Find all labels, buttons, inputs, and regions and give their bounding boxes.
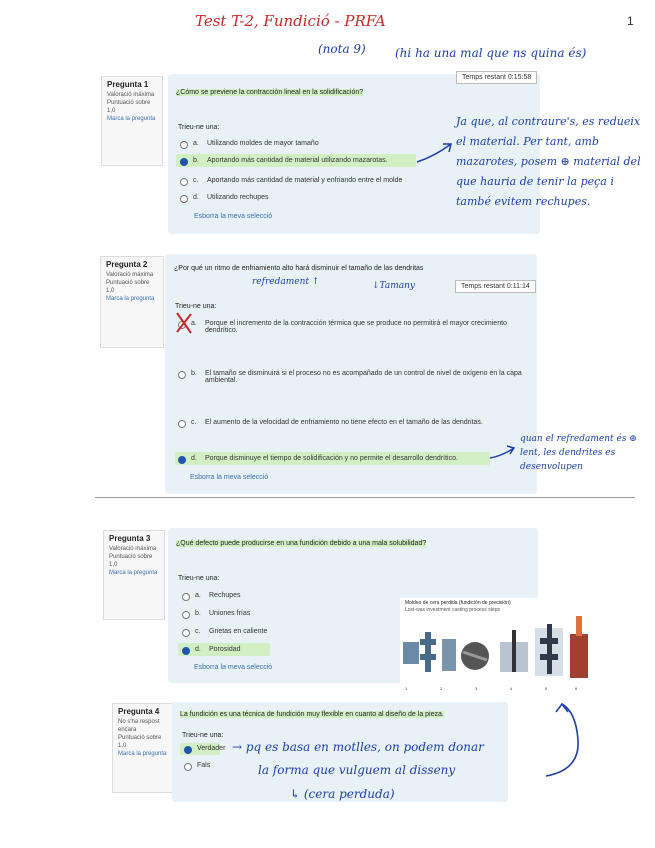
score-value: 1,0 bbox=[106, 288, 115, 294]
score-value: 1,0 bbox=[118, 743, 127, 749]
figure-caption: Moldeo de cera perdida (fundición de precisión) bbox=[405, 600, 511, 606]
question-number: Pregunta 4 bbox=[118, 707, 160, 716]
choose-label: Trieu-ne una: bbox=[178, 124, 220, 131]
clear-selection-link[interactable]: Esborra la meva selecció bbox=[194, 664, 273, 671]
radio-button[interactable] bbox=[182, 629, 190, 637]
flag-question-link[interactable]: Marca la pregunta bbox=[107, 116, 156, 122]
question-info-2 bbox=[100, 256, 164, 348]
timer: Temps restant 0:15:58 bbox=[456, 71, 537, 84]
answer-option-b[interactable]: b. El tamaño se disminuirá si el proceso no es acompañado de un control de nivel de oxígeno en la capa ambiental. bbox=[178, 370, 523, 384]
answer-option-false[interactable]: Fals bbox=[184, 762, 210, 771]
page-number: 1 bbox=[627, 14, 634, 28]
question-text: ¿Cómo se previene la contracción lineal en la solidificación? bbox=[176, 89, 364, 96]
casting-steps-illustration bbox=[400, 614, 592, 709]
question-number: Pregunta 3 bbox=[109, 534, 151, 543]
score-label: Puntuació sobre bbox=[118, 735, 162, 741]
radio-button[interactable] bbox=[180, 195, 188, 203]
grade-handwritten: (nota 9) bbox=[318, 42, 366, 56]
choose-label: Trieu-ne una: bbox=[182, 732, 224, 739]
flag-question-link[interactable]: Marca la pregunta bbox=[106, 296, 155, 302]
radio-button-selected[interactable] bbox=[184, 746, 192, 754]
answer-option-c[interactable]: c. Aportando más cantidad de material y enfriando entre el molde bbox=[180, 177, 520, 186]
figure-caption-2: Lost-wax investment casting process steps bbox=[405, 607, 501, 613]
clear-selection-link[interactable]: Esborra la meva selecció bbox=[190, 474, 269, 481]
radio-button[interactable] bbox=[178, 371, 186, 379]
score-label: Puntuació sobre bbox=[106, 280, 150, 286]
score-value: 1,0 bbox=[107, 108, 116, 114]
clear-selection-link[interactable]: Esborra la meva selecció bbox=[194, 213, 273, 220]
answer-option-d[interactable]: d. Porosidad bbox=[182, 646, 382, 655]
answer-option-a[interactable]: a. Porque el incremento de la contracción térmica que se produce no permitirá el mayor crecimiento dendrítico. bbox=[178, 320, 508, 334]
flag-question-link[interactable]: Marca la pregunta bbox=[109, 570, 158, 576]
flag-question-link[interactable]: Marca la pregunta bbox=[118, 751, 167, 757]
svg-text:2: 2 bbox=[440, 686, 443, 691]
annotation-ritmo: refredament ↑ bbox=[252, 277, 320, 287]
radio-button[interactable] bbox=[180, 141, 188, 149]
svg-text:1: 1 bbox=[405, 686, 408, 691]
answer-option-d[interactable]: d. Porque disminuye el tiempo de solidificación y no permite el desarrollo dendrítico. bbox=[178, 455, 498, 464]
choose-label: Trieu-ne una: bbox=[178, 575, 220, 582]
answer-option-d[interactable]: d. Utilizando rechupes bbox=[180, 194, 520, 203]
annotation-tamany: ↓Tamany bbox=[372, 281, 415, 291]
question-status: Valoració máxima bbox=[106, 272, 154, 278]
annotation-arrow-icon bbox=[488, 442, 518, 462]
question-number: Pregunta 2 bbox=[106, 260, 148, 269]
score-label: Puntuació sobre bbox=[109, 554, 153, 560]
radio-button-selected[interactable] bbox=[182, 647, 190, 655]
score-value: 1,0 bbox=[109, 562, 118, 568]
casting-figure bbox=[400, 598, 592, 710]
timer: Temps restant 0:11:14 bbox=[455, 280, 536, 293]
annotation-q2: quan el refredament és ⊕ lent, les dendrites es desenvolupen bbox=[520, 434, 637, 472]
answer-option-b[interactable]: b. Uniones frías bbox=[182, 610, 382, 619]
answer-option-c[interactable]: c. El aumento de la velocidad de enfriamiento no tiene efecto en el tamaño de las dendritas. bbox=[178, 419, 523, 428]
page-divider bbox=[95, 497, 635, 498]
annotation-q4-line2: la forma que vulguem al disseny bbox=[258, 763, 456, 777]
question-text: ¿Qué defecto puede producirse en una fundición debido a una mala solubilidad? bbox=[176, 540, 427, 547]
question-status: Valoració máxima bbox=[109, 546, 157, 552]
svg-text:3: 3 bbox=[475, 686, 478, 691]
score-label: Puntuació sobre bbox=[107, 100, 151, 106]
annotation-q1: Ja que, al contraure's, es redueix el material. Per tant, amb mazarotes, posem ⊕ material del que hauria de tenir la peça i també evitem rechupes. bbox=[456, 115, 641, 208]
answer-option-a[interactable]: a. Rechupes bbox=[182, 592, 382, 601]
question-info-3 bbox=[103, 530, 165, 620]
question-status: No s'ha respost encara bbox=[118, 719, 160, 733]
svg-text:4: 4 bbox=[510, 686, 513, 691]
svg-text:5: 5 bbox=[545, 686, 548, 691]
answer-option-c[interactable]: c. Grietas en caliente bbox=[182, 628, 382, 637]
svg-text:6: 6 bbox=[575, 686, 578, 691]
answer-option-b[interactable]: b. Aportando más cantidad de material utilizando mazarotas. bbox=[180, 157, 520, 166]
question-text: La fundición es una técnica de fundición muy flexible en cuanto al diseño de la pieza. bbox=[180, 711, 444, 718]
question-info-1 bbox=[101, 76, 163, 166]
radio-button[interactable] bbox=[182, 593, 190, 601]
annotation-arrow-icon bbox=[415, 140, 455, 165]
choose-label: Trieu-ne una: bbox=[175, 303, 217, 310]
annotation-q4-line1: → pq es basa en motlles, on podem donar bbox=[232, 740, 484, 754]
annotation-q4-line3: ↳ (cera perduda) bbox=[290, 787, 395, 801]
question-status: Valoració máxima bbox=[107, 92, 155, 98]
answer-option-true[interactable]: Verdader bbox=[184, 745, 225, 754]
radio-button-selected[interactable] bbox=[180, 158, 188, 166]
question-text: ¿Por qué un ritmo de enfriamiento alto hará disminuir el tamaño de las dendritas bbox=[174, 265, 424, 272]
answer-option-a[interactable]: a. Utilizando moldes de mayor tamaño bbox=[180, 140, 520, 149]
radio-button[interactable] bbox=[182, 611, 190, 619]
curved-arrow-icon bbox=[540, 700, 590, 782]
page-title-handwritten: Test T-2, Fundició - PRFA bbox=[195, 12, 386, 30]
question-number: Pregunta 1 bbox=[107, 80, 149, 89]
radio-button[interactable] bbox=[178, 420, 186, 428]
radio-button[interactable] bbox=[180, 178, 188, 186]
radio-button-selected[interactable] bbox=[178, 456, 186, 464]
grade-comment-handwritten: (hi ha una mal que ns quina és) bbox=[395, 46, 587, 60]
cross-mark-icon bbox=[174, 311, 194, 335]
radio-button[interactable] bbox=[184, 763, 192, 771]
question-info-4 bbox=[112, 703, 174, 793]
